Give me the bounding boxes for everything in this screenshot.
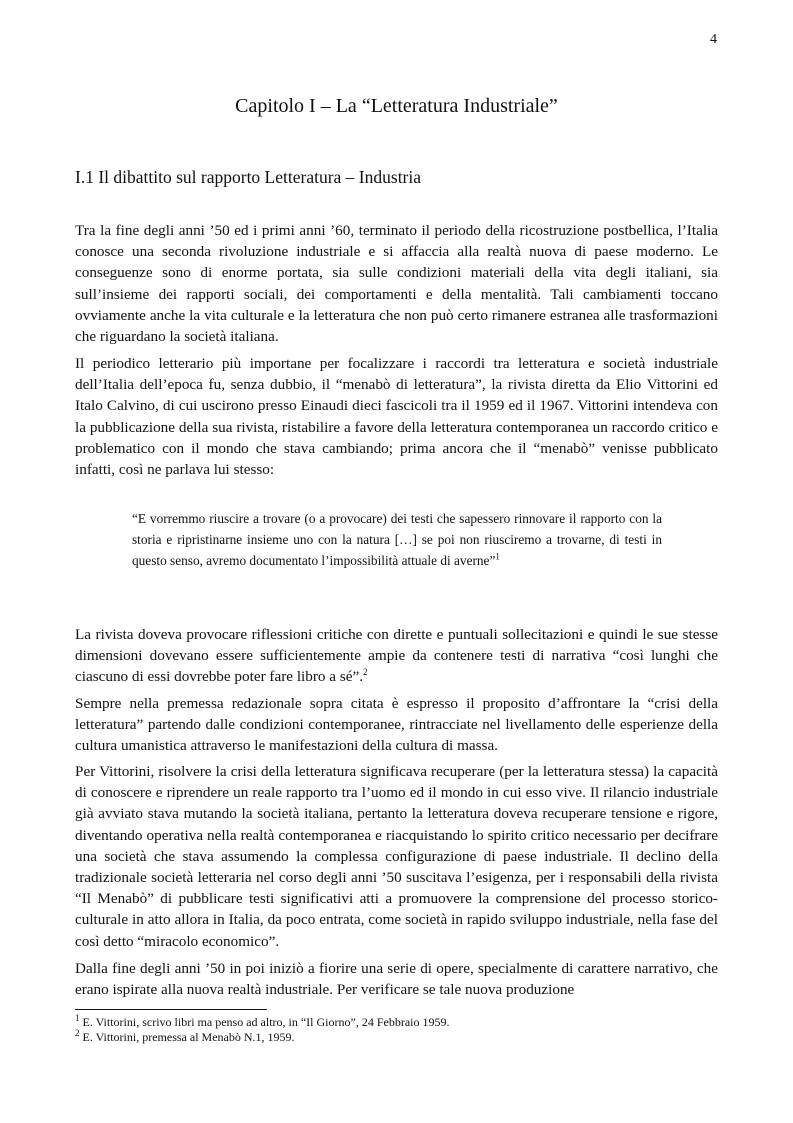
quote-text: “E vorremmo riuscire a trovare (o a provocare) dei testi che sapessero rinnovare il rapporto con la storia e ripristinarne insieme uno con la natura […] se poi non riusciremo a trovarne, di testi in questo senso, avremo documentato l’impossibilità attuale di averne” bbox=[132, 511, 662, 569]
footnotes bbox=[75, 1015, 718, 1045]
footnote-1-text: E. Vittorini, scrivo libri ma penso ad altro, in “Il Giorno”, 24 Febbraio 1959. bbox=[79, 1015, 450, 1029]
paragraph-2: Il periodico letterario più importane per focalizzare i raccordi tra letteratura e società industriale dell’Italia dell’epoca fu, senza dubbio, il “menabò di letteratura”, la rivista diretta da Elio Vittorini ed Italo Calvino, di cui uscirono presso Einaudi dieci fascicoli tra il 1959 ed il 1967. Vittorini intendeva con la pubblicazione della sua rivista, ristabilire a favore della letteratura contemporanea un raccordo critico e problematico con il mondo che stava cambiando; prima ancora che il “menabò” venisse pubblicato infatti, così ne parlava lui stesso: bbox=[75, 355, 718, 479]
chapter-title: Capitolo I – La “Letteratura Industriale” bbox=[235, 95, 558, 117]
footnote-1 bbox=[75, 1015, 718, 1030]
section-heading: I.1 Il dibattito sul rapporto Letteratura – Industria bbox=[75, 167, 422, 187]
page-number: 4 bbox=[710, 32, 717, 47]
paragraph-6: Dalla fine degli anni ’50 in poi iniziò a fiorire una serie di opere, specialmente di carattere narrativo, che erano ispirate alla nuova realtà industriale. Per verificare se tale nuova produzione bbox=[75, 960, 718, 999]
footnote-ref-1[interactable]: 1 bbox=[495, 551, 500, 562]
footnote-ref-2[interactable]: 2 bbox=[363, 667, 368, 678]
block-quote bbox=[132, 508, 662, 572]
paragraph-3 bbox=[75, 624, 718, 688]
footnote-2-text: E. Vittorini, premessa al Menabò N.1, 1959. bbox=[79, 1030, 295, 1044]
paragraph-5: Per Vittorini, risolvere la crisi della letteratura significava recuperare (per la letteratura stessa) la capacità di conoscere e riprendere un reale rapporto tra l’uomo ed il mondo in cui esso vive. Il rilancio industriale già avviato stava mutando la società italiana, pertanto la letteratura doveva recuperare tensione e rigore, diventando operativa nella realtà contemporanea e riacquistando lo spirito critico necessario per decifrare una società che stava assumendo la complessa configurazione di paese industriale. Il declino della tradizionale società letteraria nel corso degli anni ’50 suscitava l’esigenza, per i responsabili della rivista “Il Menabò” di pubblicare testi significativi atti a promuovere la comprensione del processo storico-culturale in atto allora in Italia, da poco entrata, come società in rapido sviluppo industriale, nella fase del così detto “miracolo economico”. bbox=[75, 763, 718, 950]
footnote-1-number: 1 bbox=[75, 1013, 80, 1023]
footnote-2-number: 2 bbox=[75, 1028, 80, 1038]
paragraph-3-text: La rivista doveva provocare riflessioni critiche con dirette e puntuali sollecitazioni e quindi le sue stesse dimensioni dovevano essere sufficientemente ampie da contenere testi di narrativa “così lunghi che ciascuno di essi dovrebbe poter fare libro a sé”. bbox=[75, 626, 718, 686]
paragraph-4: Sempre nella premessa redazionale sopra citata è espresso il proposito d’affrontare la “crisi della letteratura” partendo dalle condizioni contemporanee, rintracciate nel livellamento delle esperienze della cultura umanistica attraverso le manifestazioni della cultura di massa. bbox=[75, 695, 718, 755]
footnote-separator bbox=[75, 1009, 267, 1010]
footnote-2 bbox=[75, 1030, 718, 1045]
paragraph-1: Tra la fine degli anni ’50 ed i primi anni ’60, terminato il periodo della ricostruzione postbellica, l’Italia conosce una seconda rivoluzione industriale e si affaccia alla realtà nuova di paese moderno. Le conseguenze sono di enorme portata, sia sulle condizioni materiali della vita degli italiani, sia sull’insieme dei rapporti sociali, dei comportamenti e della mentalità. Tali cambiamenti toccano ovviamente anche la vita culturale e la letteratura che non può certo rimanere estranea alle trasformazioni che riguardano la società italiana. bbox=[75, 222, 718, 346]
